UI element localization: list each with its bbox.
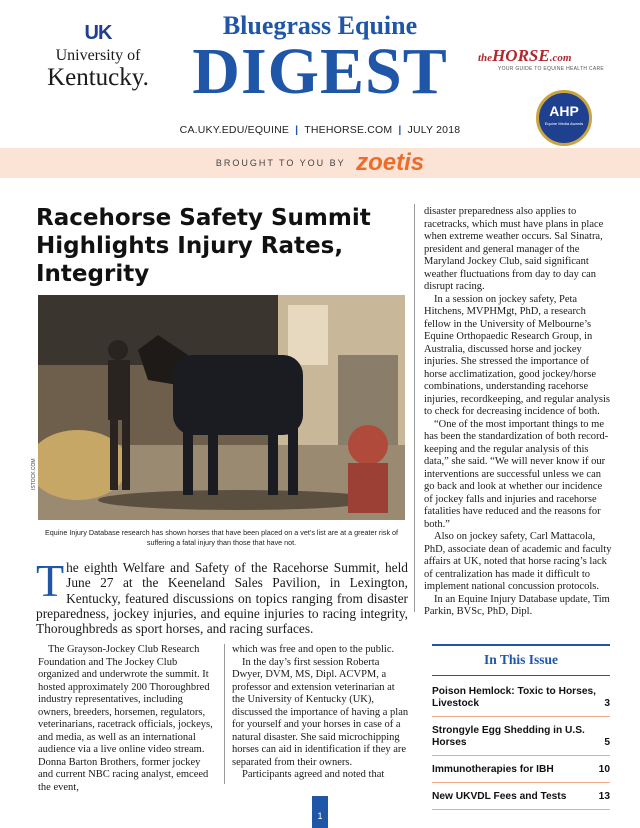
site-link-equine[interactable]: CA.UKY.EDU/EQUINE bbox=[179, 124, 290, 136]
in-this-issue-title: In This Issue bbox=[432, 644, 610, 676]
uk-logo-line1: University of bbox=[55, 47, 141, 64]
issue-item-title: Immunotherapies for IBH bbox=[432, 764, 554, 775]
site-link-thehorse[interactable]: THEHORSE.COM bbox=[304, 124, 393, 136]
article-headline: Racehorse Safety Summit Highlights Injury Rates, Integrity bbox=[36, 205, 371, 287]
issue-item-page: 13 bbox=[598, 791, 610, 802]
body-column-2 bbox=[232, 644, 410, 782]
issue-item-page: 5 bbox=[604, 737, 610, 748]
ahp-badge-text: AHP bbox=[549, 103, 579, 119]
uk-logo-line2: Kentucky. bbox=[47, 64, 149, 91]
masthead-title: DIGEST bbox=[192, 35, 448, 108]
paragraph: “One of the most important things to me has been the standardization of both record-keeping and the regular analysis of this data,” she said. “We will never know if our interventions are successful unless we can go back and look at whether our incidence of jockey falls and injuries and racehorse fatalities have reduced and the reasons for both.” bbox=[424, 418, 609, 530]
ahp-badge-sub: Equine Media Awards bbox=[544, 121, 584, 126]
issue-item-title: Strongyle Egg Shedding in U.S. Horses bbox=[432, 725, 585, 748]
article-photo bbox=[38, 295, 405, 520]
body-column-1 bbox=[38, 644, 218, 794]
site-links-bar: CA.UKY.EDU/EQUINE | THEHORSE.COM | JULY 2018 bbox=[179, 124, 461, 136]
issue-item-page: 3 bbox=[604, 698, 610, 709]
the-horse-logo bbox=[478, 46, 618, 72]
masthead bbox=[170, 11, 470, 108]
issue-item-title: Poison Hemlock: Toxic to Horses, Livestock bbox=[432, 686, 596, 709]
issue-date: JULY 2018 bbox=[407, 124, 461, 136]
body-column-3 bbox=[424, 206, 612, 619]
paragraph: In a session on jockey safety, Peta Hitchens, MVPHMgt, PhD, a research fellow in the University of Melbourne’s Equine Orthopaedic Research Group, in Australia, discussed horse and jockey injuries. She stressed the importance of horse acclimatization, good jockey/horse combinations, understanding racehorse injuries, recordkeeping, and regular analysis to check for decreasing incidence of both. bbox=[424, 293, 611, 417]
paragraph: Participants agreed and noted that bbox=[242, 769, 385, 780]
paragraph: which was free and open to the public. bbox=[232, 644, 395, 655]
paragraph: In an Equine Injury Database update, Tim Parkin, BVSc, PhD, Dipl. bbox=[424, 593, 610, 617]
issue-item-page: 10 bbox=[598, 764, 610, 775]
paragraph: In the day’s first session Roberta Dwyer, DVM, MS, Dipl. ACVPM, a professor and extension veterinarian at the University of Kentucky (UK), discussed the importance of having a plan for yourself and your horses in case of a natural disaster. She said microchipping horses can aid in identification if they are separated from their owners. bbox=[232, 656, 409, 768]
lead-text: he eighth Welfare and Safety of the Racehorse Summit, held June 27 at the Keeneland Sales Pavilion, in Lexington, Kentucky, featured discussions on topics ranging from disaster preparedness, jockey injuries, and equine injuries to racing integrity, Thoroughbreds as sport horses, and racing surfaces. bbox=[36, 560, 408, 637]
drop-cap: T bbox=[36, 555, 65, 606]
photo-caption: Equine Injury Database research has shown horses that have been placed on a vet’s list are at a greater risk of suffering a fatal injury than those that have not. bbox=[44, 528, 399, 547]
issue-item[interactable] bbox=[432, 764, 610, 783]
photo-credit: ISTOCK.COM bbox=[31, 458, 37, 490]
university-of-kentucky-logo bbox=[38, 22, 158, 91]
issue-item[interactable] bbox=[432, 686, 610, 717]
page-number: 1 bbox=[312, 796, 328, 828]
sponsor-label: BROUGHT TO YOU BY bbox=[215, 158, 346, 168]
sponsor-banner bbox=[0, 148, 640, 178]
issue-item[interactable] bbox=[432, 725, 610, 756]
column-divider bbox=[224, 644, 225, 784]
lead-paragraph bbox=[36, 555, 408, 637]
uk-mark: UK bbox=[84, 22, 112, 44]
zoetis-logo: zoetis bbox=[356, 149, 425, 176]
paragraph: The Grayson-Jockey Club Research Foundation and The Jockey Club organized and underwrote the summit. It hosted approximately 200 Thoroughbred industry representatives, including owners, breeders, horsemen, regulators, veterinarians, racetrack officials, jockeys, and media, as well as an international audience via a live online video stream. Donna Barton Brothers, former jockey and current NBC racing analyst, emceed the event, bbox=[38, 644, 213, 793]
paragraph: Also on jockey safety, Carl Mattacola, PhD, associate dean of academic and faculty affairs at UK, noted that horse racing’s lack of centralization has made it difficult to implement national concussion protocols. bbox=[424, 531, 612, 592]
issue-item[interactable] bbox=[432, 791, 610, 810]
column-divider bbox=[414, 204, 415, 612]
issue-item-title: New UKVDL Fees and Tests bbox=[432, 791, 567, 802]
in-this-issue-box bbox=[432, 644, 610, 818]
ahp-award-badge bbox=[536, 90, 592, 146]
paragraph: disaster preparedness also applies to racetracks, which must have plans in place when extreme weather occurs. Sal Sinatra, president and general manager of the Maryland Jockey Club, said significant weather fluctuations from day to day can disrupt racing. bbox=[424, 206, 604, 292]
masthead-subtitle: Bluegrass Equine bbox=[222, 11, 418, 40]
the-horse-brand: theHORSE.com bbox=[478, 46, 572, 65]
the-horse-tagline: YOUR GUIDE TO EQUINE HEALTH CARE bbox=[498, 66, 605, 72]
